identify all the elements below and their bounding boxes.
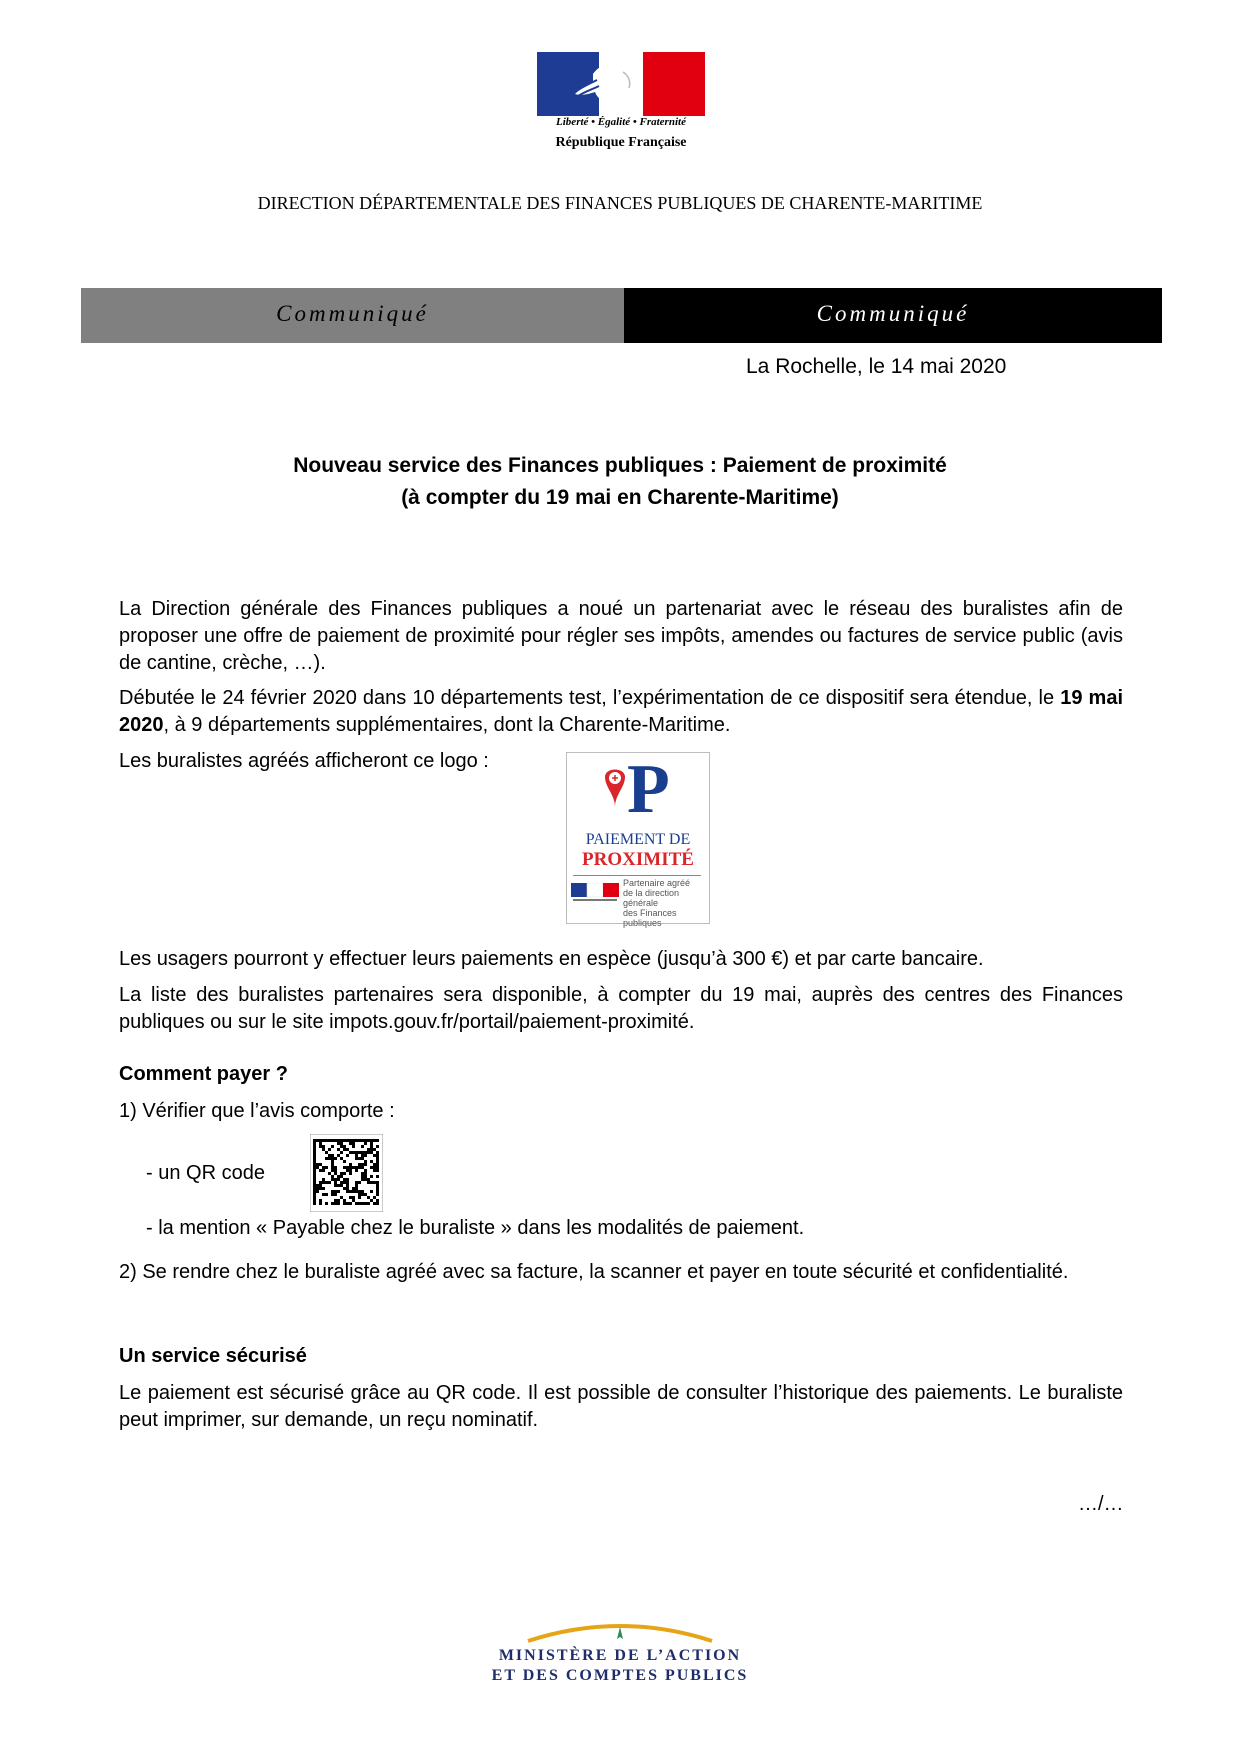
ministry-arc-icon: [460, 1615, 780, 1645]
marianne-flag-icon: [537, 52, 705, 116]
direction-title: DIRECTION DÉPARTEMENTALE DES FINANCES PUBLIQUES DE CHARENTE-MARITIME: [257, 193, 983, 213]
logo-partner-line-1: Partenaire agréé: [623, 878, 691, 888]
step-2: 2) Se rendre chez le buraliste agréé avec sa facture, la scanner et payer en toute sécurité et confidentialité.: [119, 1261, 1069, 1283]
logo-divider: [573, 875, 701, 876]
mini-marianne-icon: [571, 883, 619, 903]
logo-line-2: PROXIMITÉ: [582, 849, 694, 870]
banner-left-label: Communiqué: [276, 301, 429, 326]
republic-label: République Française: [555, 135, 687, 150]
ministry-line-1: MINISTÈRE DE L’ACTION: [498, 1647, 742, 1664]
logo-line-1: PAIEMENT DE: [585, 831, 691, 848]
continuation-mark: …/…: [1078, 1493, 1124, 1515]
marianne-logo: [537, 52, 705, 154]
motto: Liberté • Égalité • Fraternité: [556, 116, 686, 128]
paragraph-logo-intro: Les buralistes agréés afficheront ce logo :: [119, 750, 489, 772]
paragraph-partnership: La Direction générale des Finances publiques a noué un partenariat avec le réseau des buralistes afin de proposer une offre de paiement de proximité pour régler ses impôts, amendes ou factures de service public (avis de cantine, crèche, …).: [119, 598, 1123, 674]
bullet-qr-code: - un QR code: [146, 1162, 265, 1184]
banner-right: [624, 288, 1162, 343]
paragraph-experiment: [119, 685, 1123, 739]
title-line-1: Nouveau service des Finances publiques : Paiement de proximité: [293, 454, 947, 477]
place-date: La Rochelle, le 14 mai 2020: [746, 355, 1007, 378]
heading-how-to-pay: Comment payer ?: [119, 1063, 288, 1085]
experiment-text-start: Débutée le 24 février 2020 dans 10 départements test, l’expérimentation de ce dispositif sera étendue, le: [119, 687, 1061, 709]
ministry-logo: [460, 1615, 780, 1695]
heading-secure-service: Un service sécurisé: [119, 1345, 307, 1367]
experiment-date: 19 mai 2020: [119, 687, 1124, 736]
ministry-line-2: ET DES COMPTES PUBLICS: [491, 1667, 749, 1684]
banner-right-label: Communiqué: [816, 301, 970, 326]
title-line-2: (à compter du 19 mai en Charente-Maritime): [401, 486, 839, 509]
paragraph-secure: Le paiement est sécurisé grâce au QR code. Il est possible de consulter l’historique des paiements. Le buraliste peut imprimer, sur demande, un reçu nominatif.: [119, 1382, 1123, 1431]
logo-letter: P: [627, 751, 670, 828]
qr-code-icon: [310, 1134, 383, 1212]
logo-partner: [623, 878, 709, 928]
bullet-payable-mention: - la mention « Payable chez le buraliste » dans les modalités de paiement.: [146, 1217, 805, 1239]
paragraph-payment-methods: Les usagers pourront y effectuer leurs paiements en espèce (jusqu’à 300 €) et par carte bancaire.: [119, 948, 984, 970]
step-1: 1) Vérifier que l’avis comporte :: [119, 1100, 395, 1122]
communique-banner: [81, 288, 1162, 343]
logo-partner-line-3: des Finances publiques: [623, 908, 677, 928]
logo-partner-line-2: de la direction générale: [623, 888, 680, 908]
paragraph-buralistes-list: La liste des buralistes partenaires sera disponible, à compter du 19 mai, auprès des centres des Finances publiques ou sur le site impots.gouv.fr/portail/paiement-proximité.: [119, 984, 1123, 1033]
paiement-proximite-logo: [566, 751, 710, 928]
banner-left: [81, 288, 624, 343]
experiment-text-end: , à 9 départements supplémentaires, dont la Charente-Maritime.: [163, 714, 731, 736]
press-release-title: [0, 450, 1240, 514]
